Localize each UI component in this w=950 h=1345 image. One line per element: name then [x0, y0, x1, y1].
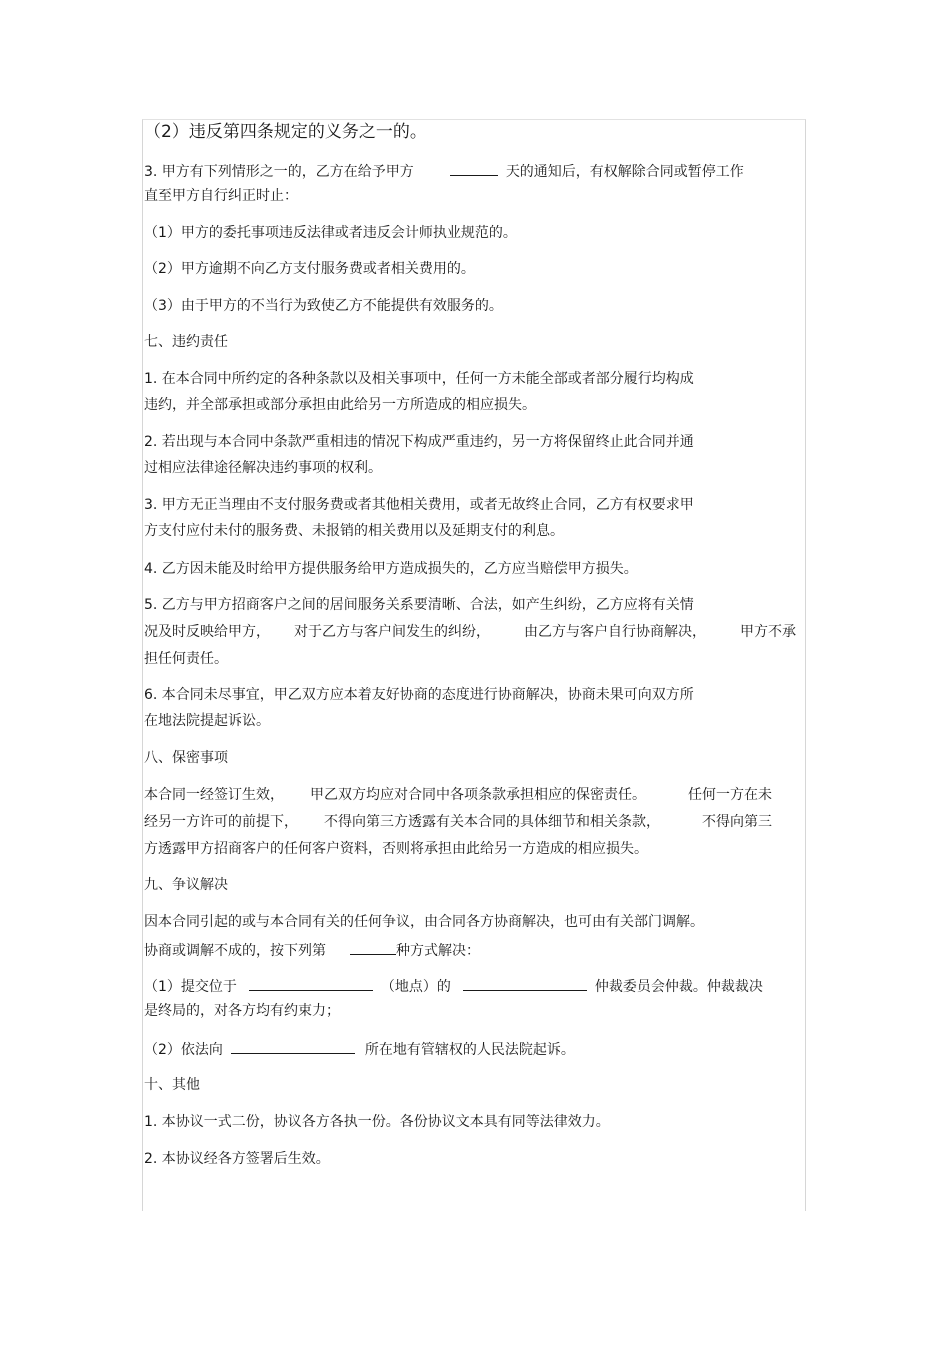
clause-line: 方支付应付未付的服务费、未报销的相关费用以及延期支付的利息。 — [144, 523, 564, 539]
days-blank[interactable] — [450, 161, 498, 176]
clause-text: 3. 甲方有下列情形之一的，乙方在给予甲方 — [144, 164, 414, 180]
clause-line: （2）甲方逾期不向乙方支付服务费或者相关费用的。 — [144, 261, 475, 277]
clause-line: 是终局的，对各方均有约束力； — [144, 1003, 340, 1019]
clause-line: 方透露甲方招商客户的任何客户资料，否则将承担由此给另一方造成的相应损失。 — [144, 841, 648, 857]
clause-text: （2）依法向 — [144, 1042, 223, 1058]
clause-line: 在地法院提起诉讼。 — [144, 713, 270, 729]
clause-text: 协商或调解不成的，按下列第 — [144, 943, 326, 959]
clause-line — [144, 161, 744, 181]
clause-line: 因本合同引起的或与本合同有关的任何争议，由合同各方协商解决，也可由有关部门调解。 — [144, 914, 704, 930]
clause-text: 任何一方在未 — [688, 787, 772, 803]
clause-line: 3. 甲方无正当理由不支付服务费或者其他相关费用，或者无故终止合同，乙方有权要求甲 — [144, 497, 694, 513]
clause-line: 直至甲方自行纠正时止： — [144, 188, 298, 204]
clause-text: 所在地有管辖权的人民法院起诉。 — [364, 1042, 575, 1058]
court-party-blank[interactable] — [231, 1039, 355, 1054]
section-heading: 八、保密事项 — [144, 750, 228, 766]
clause-text: 甲方不承 — [740, 624, 796, 640]
section-heading: 九、争议解决 — [144, 877, 228, 893]
clause-line: 过相应法律途径解决违约事项的权利。 — [144, 460, 382, 476]
clause-text: 经另一方许可的前提下， — [144, 814, 298, 830]
clause-line: 2. 本协议经各方签署后生效。 — [144, 1151, 330, 1167]
clause-line: （1）甲方的委托事项违反法律或者违反会计师执业规范的。 — [144, 225, 517, 241]
clause-line — [144, 1039, 575, 1059]
clause-line — [144, 976, 763, 996]
clause-line: 4. 乙方因未能及时给甲方提供服务给甲方造成损失的，乙方应当赔偿甲方损失。 — [144, 561, 638, 577]
section-heading: 十、其他 — [144, 1077, 200, 1093]
clause-text: 不得向第三 — [702, 814, 772, 830]
clause-line — [144, 940, 480, 960]
clause-line: 6. 本合同未尽事宜，甲乙双方应本着友好协商的态度进行协商解决，协商未果可向双方所 — [144, 687, 694, 703]
clause-line: （2）违反第四条规定的义务之一的。 — [144, 122, 427, 142]
arbitration-commission-blank[interactable] — [463, 976, 587, 991]
clause-text: （地点）的 — [380, 979, 451, 995]
clause-text: 由乙方与客户自行协商解决， — [524, 624, 706, 640]
clause-line: 担任何责任。 — [144, 651, 228, 667]
clause-text: 对于乙方与客户间发生的纠纷， — [294, 624, 490, 640]
location-blank[interactable] — [249, 976, 373, 991]
clause-text: 甲乙双方均应对合同中各项条款承担相应的保密责任。 — [310, 787, 646, 803]
clause-text: 仲裁委员会仲裁。仲裁裁决 — [594, 979, 763, 995]
clause-text: （1）提交位于 — [144, 979, 237, 995]
clause-text: 不得向第三方透露有关本合同的具体细节和相关条款， — [324, 814, 660, 830]
clause-line: 2. 若出现与本合同中条款严重相违的情况下构成严重违约，另一方将保留终止此合同并通 — [144, 434, 694, 450]
clause-line: 1. 在本合同中所约定的各种条款以及相关事项中，任何一方未能全部或者部分履行均构成 — [144, 371, 694, 387]
clause-line: （3）由于甲方的不当行为致使乙方不能提供有效服务的。 — [144, 298, 503, 314]
clause-text: 本合同一经签订生效， — [144, 787, 284, 803]
clause-line — [144, 623, 796, 641]
clause-line — [144, 786, 772, 804]
clause-text: 天的通知后，有权解除合同或暂停工作 — [505, 164, 744, 180]
clause-line — [144, 813, 772, 831]
clause-text: 种方式解决： — [396, 943, 480, 959]
clause-line: 5. 乙方与甲方招商客户之间的居间服务关系要清晰、合法，如产生纠纷，乙方应将有关情 — [144, 597, 694, 613]
section-heading: 七、违约责任 — [144, 334, 228, 350]
clause-line: 1. 本协议一式二份，协议各方各执一份。各份协议文本具有同等法律效力。 — [144, 1114, 610, 1130]
option-number-blank[interactable] — [350, 940, 396, 955]
clause-text: 况及时反映给甲方， — [144, 624, 270, 640]
clause-line: 违约，并全部承担或部分承担由此给另一方所造成的相应损失。 — [144, 397, 536, 413]
